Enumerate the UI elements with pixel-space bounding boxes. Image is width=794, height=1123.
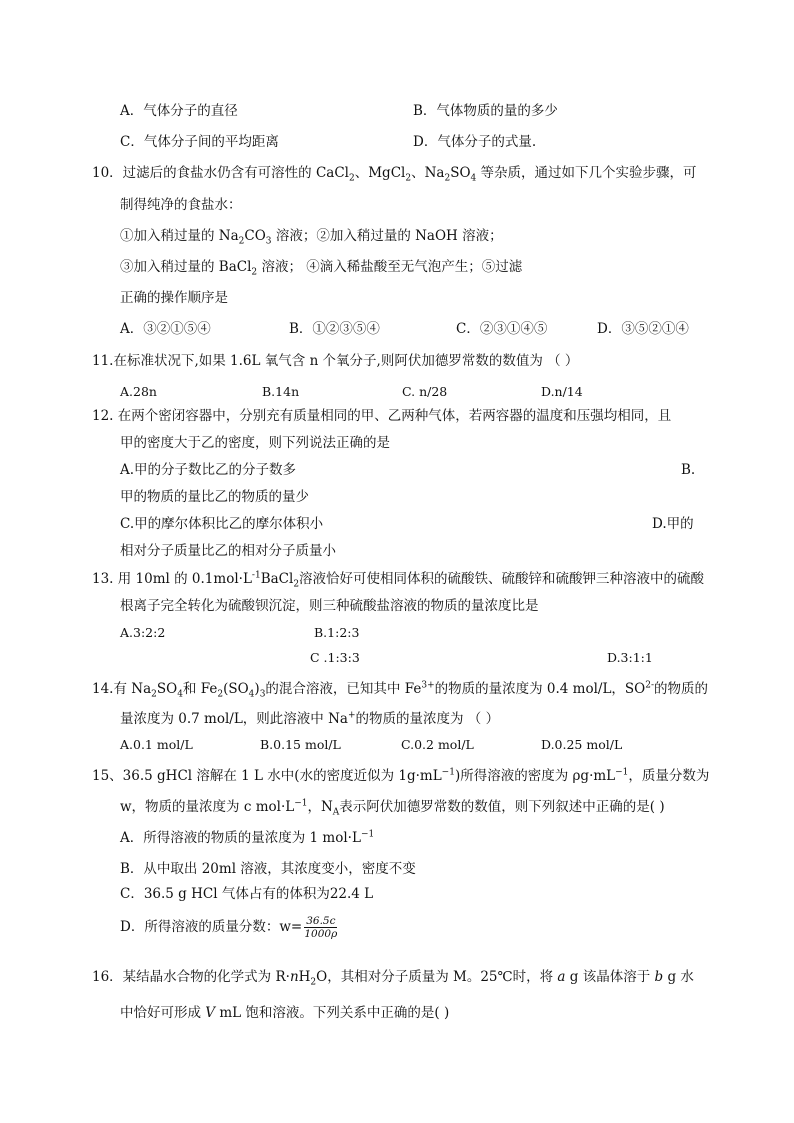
q12-option-d: 相对分子质量比乙的相对分子质量小 — [120, 543, 336, 559]
q15-option-d: D．所得溶液的质量分数：w= $\frac{36.5c}{1000\rho}$ — [120, 915, 338, 940]
q11-option-c: C. n/28 — [402, 384, 448, 399]
q13-stem-line1: 13. 用 10ml 的 $0.1mol\cdot L^{-1}BaCl_2$溶液恰好可使相同体积的硫酸铁、硫酸锌和硫酸钾三种溶液中的硫酸 — [92, 570, 705, 590]
q11-option-d: D.n/14 — [541, 384, 583, 399]
q13-option-a: A.3:2:2 — [120, 625, 166, 640]
q11-option-b: B.14n — [262, 384, 300, 399]
q15-stem-line2: w，物质的量浓度为 c $mol\cdot L^{-1}$，$N_A$表示阿伏加德罗常数的数值，则下列叙述中正确的是( ) — [120, 798, 665, 818]
q9-option-c: C．气体分子间的平均距离 — [120, 134, 279, 150]
q10-step-line1: ①加入稍过量的 $Na_2CO_3$ 溶液；②加入稍过量的 NaOH 溶液； — [120, 228, 503, 247]
q14-stem-line1: 14.有 $Na_2SO_4$和 $Fe_2(SO_4)_3$的混合溶液，已知其中 $Fe^{3+}$的物质的量浓度为 0.4 mol/L，$SO^{2-}$的物质的 — [92, 680, 709, 700]
q10-stem-line2: 制得纯净的食盐水： — [120, 197, 242, 213]
q12-option-c: C.甲的摩尔体积比乙的摩尔体积小 — [120, 516, 324, 532]
q14-option-a: A.0.1 mol/L — [120, 737, 193, 752]
q10-step-line2: ③加入稍过量的 BaCl$_2$ 溶液； ④滴入稀盐酸至无气泡产生；⑤过滤 — [120, 259, 523, 278]
q13-option-b: B.1:2:3 — [314, 625, 360, 640]
q10-option-a: A．③②①⑤④ — [120, 321, 211, 337]
q10-option-b: B．①②③⑤④ — [289, 321, 380, 337]
q13-option-c: C .1:3:3 — [310, 650, 360, 665]
q14-option-b: B.0.15 mol/L — [260, 737, 341, 752]
q15-option-a: A．所得溶液的物质的量浓度为 1 $mol\cdot L^{-1}$ — [120, 829, 375, 846]
q12-option-b: 甲的物质的量比乙的物质的量少 — [120, 489, 309, 505]
q11-option-a: A.28n — [120, 384, 157, 399]
q16-stem-line2: 中恰好可形成 V mL 饱和溶液。下列关系中正确的是( ) — [120, 1005, 450, 1021]
q14-stem-line2: 量浓度为 0.7 mol/L，则此溶液中 Na+的物质的量浓度为 （ ） — [120, 710, 500, 727]
q15-option-c: C．36.5 g HCl 气体占有的体积为22.4 L — [120, 886, 374, 902]
q9-option-b: B．气体物质的量的多少 — [413, 103, 558, 119]
q12-option-d-label: D.甲的 — [652, 516, 694, 532]
q10-prompt: 正确的操作顺序是 — [120, 290, 228, 306]
q14-option-c: C.0.2 mol/L — [401, 737, 474, 752]
q13-option-d: D.3:1:1 — [607, 650, 653, 665]
q12-option-a: A.甲的分子数比乙的分子数多 — [120, 462, 297, 478]
q16-stem-line1: 16．某结晶水合物的化学式为 $R\cdot nH_2O$，其相对分子质量为 M。25℃时，将 a g 该晶体溶于 b g 水 — [92, 969, 694, 988]
q15-stem-line1: 15、36.5 gHCl 溶解在 1 L 水中(水的密度近似为 $1g\cdot mL^{-1}$)所得溶液的密度为 $\rho g\cdot mL^{-1}$，质量分数为 — [92, 767, 710, 784]
q10-option-c: C．②③①④⑤ — [456, 321, 548, 337]
q9-option-a: A．气体分子的直径 — [120, 103, 238, 119]
q15-option-b: B．从中取出 20ml 溶液，其浓度变小，密度不变 — [120, 861, 416, 877]
q12-stem-line2: 甲的密度大于乙的密度，则下列说法正确的是 — [120, 435, 390, 451]
q14-option-d: D.0.25 mol/L — [541, 737, 623, 752]
mass-fraction-formula: $\frac{36.5c}{1000\rho}$ — [304, 915, 338, 940]
q11-stem: 11.在标准状况下,如果 1.6L 氧气含 n 个氧分子,则阿伏加德罗常数的数值为 （ ） — [92, 353, 579, 369]
q10-stem-line1: 10．过滤后的食盐水仍含有可溶性的 CaCl$_2$、MgCl$_2$、$Na_2SO_4$ 等杂质，通过如下几个实验步骤，可 — [92, 165, 697, 184]
q12-stem-line1: 12. 在两个密闭容器中，分别充有质量相同的甲、乙两种气体，若两容器的温度和压强均相同，且 — [92, 408, 672, 424]
q13-stem-line2: 根离子完全转化为硫酸钡沉淀，则三种硫酸盐溶液的物质的量浓度比是 — [120, 598, 539, 614]
q10-option-d: D．③⑤②①④ — [597, 321, 689, 337]
q12-option-b-label: B. — [681, 462, 696, 478]
q9-option-d: D．气体分子的式量. — [413, 134, 537, 150]
